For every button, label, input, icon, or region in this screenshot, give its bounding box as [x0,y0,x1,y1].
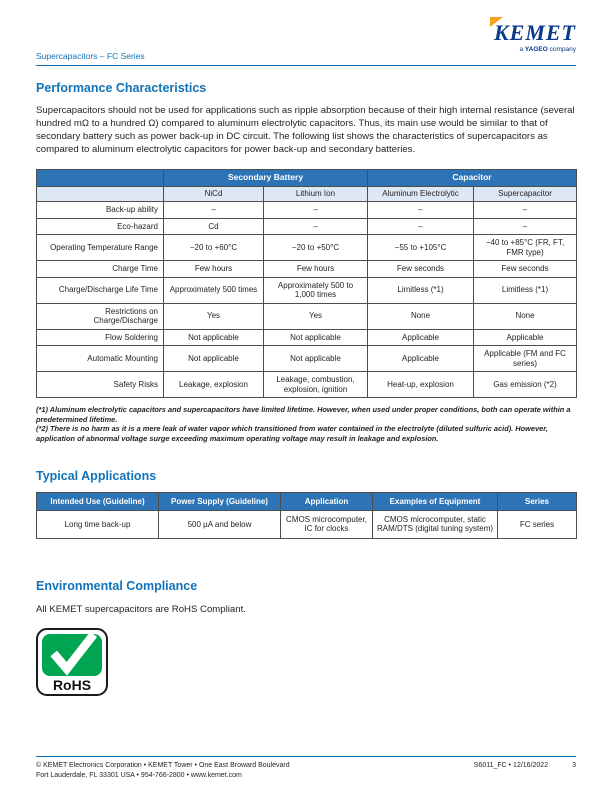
rohs-logo [36,628,108,696]
page-header [36,0,576,66]
table-cell: Few hours [264,261,368,278]
table-cell: Few hours [164,261,264,278]
table-cell: Not applicable [264,346,368,372]
row-label: Charge/Discharge Life Time [37,277,164,303]
table-row [37,346,577,372]
table-cell: – [368,202,474,219]
table-cell: CMOS microcomputer, IC for clocks [281,510,373,538]
table-cell: Few seconds [368,261,474,278]
applications-table [36,492,577,539]
table-cell: −20 to +60°C [164,235,264,261]
group-header-secondary-battery: Secondary Battery [164,170,368,187]
doc-series-title: Supercapacitors – FC Series [36,51,145,61]
rohs-green-box [42,634,102,676]
table-cell: Applicable [368,329,474,346]
table-cell: Leakage, explosion [164,372,264,398]
blank-corner-cell [37,186,164,202]
column-header-row [37,186,577,202]
table-cell: Heat-up, explosion [368,372,474,398]
column-header-examples: Examples of Equipment [373,493,498,511]
column-header-series: Series [498,493,577,511]
tagline-prefix: a [519,46,525,53]
checkmark-icon [49,636,95,674]
table-cell: Gas emission (*2) [474,372,577,398]
section-title-applications: Typical Applications [36,469,157,484]
column-header-power-supply: Power Supply (Guideline) [159,493,281,511]
table-cell: Approximately 500 times [164,277,264,303]
kemet-logo-text: KEMET [493,20,576,45]
table-cell: Approximately 500 to 1,000 times [264,277,368,303]
table-cell: – [368,218,474,235]
performance-comparison-table [36,169,577,398]
row-label: Charge Time [37,261,164,278]
table-cell: None [368,303,474,329]
table-cell: 500 μA and below [159,510,281,538]
footnote-2: (*2) There is no harm as it is a mere leak of water vapor which transitioned from water contained in the electrolyte (diluted sulfuric acid). However, application of abnormal voltage surge exceeding maximum operating voltage may result in leakage and explosion. [36,424,548,443]
rohs-label: RoHS [52,676,92,693]
group-header-capacitor: Capacitor [368,170,577,187]
blank-corner-cell [37,170,164,187]
table-cell: Not applicable [164,346,264,372]
table-row [37,510,577,538]
column-header-row [37,493,577,511]
table-row [37,303,577,329]
table-cell: – [164,202,264,219]
table-cell: None [474,303,577,329]
yageo-tagline [494,46,576,53]
table-cell: Not applicable [264,329,368,346]
page-footer [36,756,576,780]
table-cell: Limitless (*1) [474,277,577,303]
table-cell: Limitless (*1) [368,277,474,303]
column-header-lithium-ion: Lithium Ion [264,186,368,202]
table-cell: Applicable (FM and FC series) [474,346,577,372]
page-content [36,81,576,696]
row-label: Automatic Mounting [37,346,164,372]
table-cell: Applicable [474,329,577,346]
column-header-intended-use: Intended Use (Guideline) [37,493,159,511]
row-label: Safety Risks [37,372,164,398]
table-cell: −40 to +85°C (FR, FT, FMR type) [474,235,577,261]
table-cell: – [264,202,368,219]
table-row [37,277,577,303]
row-label: Operating Temperature Range [37,235,164,261]
table-row [37,329,577,346]
row-label: Restrictions on Charge/Discharge [37,303,164,329]
row-label: Back-up ability [37,202,164,219]
footer-address [36,761,290,780]
table-row [37,218,577,235]
footer-line-2: Fort Lauderdale, FL 33301 USA • 954-766-2800 • www.kemet.com [36,771,242,779]
kemet-logo [494,22,576,53]
footnotes [36,405,576,443]
table-cell: Few seconds [474,261,577,278]
footer-meta [474,761,576,780]
table-cell: Long time back-up [37,510,159,538]
column-header-application: Application [281,493,373,511]
table-cell: – [474,218,577,235]
table-cell: −55 to +105°C [368,235,474,261]
section-title-environmental: Environmental Compliance [36,578,198,593]
table-cell: Not applicable [164,329,264,346]
table-cell: Yes [264,303,368,329]
tagline-suffix: company [547,46,576,53]
page-number: 3 [572,762,576,769]
table-cell: Cd [164,218,264,235]
table-cell: FC series [498,510,577,538]
column-header-aluminum-electrolytic: Aluminum Electrolytic [368,186,474,202]
column-header-nicd: NiCd [164,186,264,202]
table-cell: – [264,218,368,235]
table-cell: CMOS microcomputer, static RAM/DTS (digital tuning system) [373,510,498,538]
table-row [37,261,577,278]
kemet-logo-mark [494,22,576,45]
section-title-performance: Performance Characteristics [36,81,207,95]
column-header-supercapacitor: Supercapacitor [474,186,577,202]
doc-reference: S6011_FC • 12/16/2022 [473,762,549,769]
table-cell: Leakage, combustion, explosion, ignition [264,372,368,398]
footnote-1: (*1) Aluminum electrolytic capacitors and supercapacitors have limited lifetime. However, when used under proper conditions, both can operate within a predetermined lifetime. [36,405,571,424]
performance-intro-paragraph: Supercapacitors should not be used for applications such as ripple absorption because of their high internal resistance (several hundred mΩ to a hundred Ω) compared to aluminum electrolytic capacitors. Thus, its main use would be similar to that of secondary battery such as power back-up in DC circuit. The following list shows the characteristics of supercapacitors as compared to aluminum electrolytic capacitors for power back-up and secondary batteries. [36,105,575,155]
group-header-row [37,170,577,187]
table-cell: Yes [164,303,264,329]
table-cell: Applicable [368,346,474,372]
row-label: Flow Soldering [37,329,164,346]
environmental-statement: All KEMET supercapacitors are RoHS Compliant. [36,603,246,615]
footer-line-1: © KEMET Electronics Corporation • KEMET Tower • One East Broward Boulevard [36,762,290,769]
table-cell: −20 to +50°C [264,235,368,261]
table-row [37,235,577,261]
row-label: Eco-hazard [37,218,164,235]
table-row [37,372,577,398]
tagline-brand: YAGEO [524,46,548,53]
table-cell: – [474,202,577,219]
table-row [37,202,577,219]
